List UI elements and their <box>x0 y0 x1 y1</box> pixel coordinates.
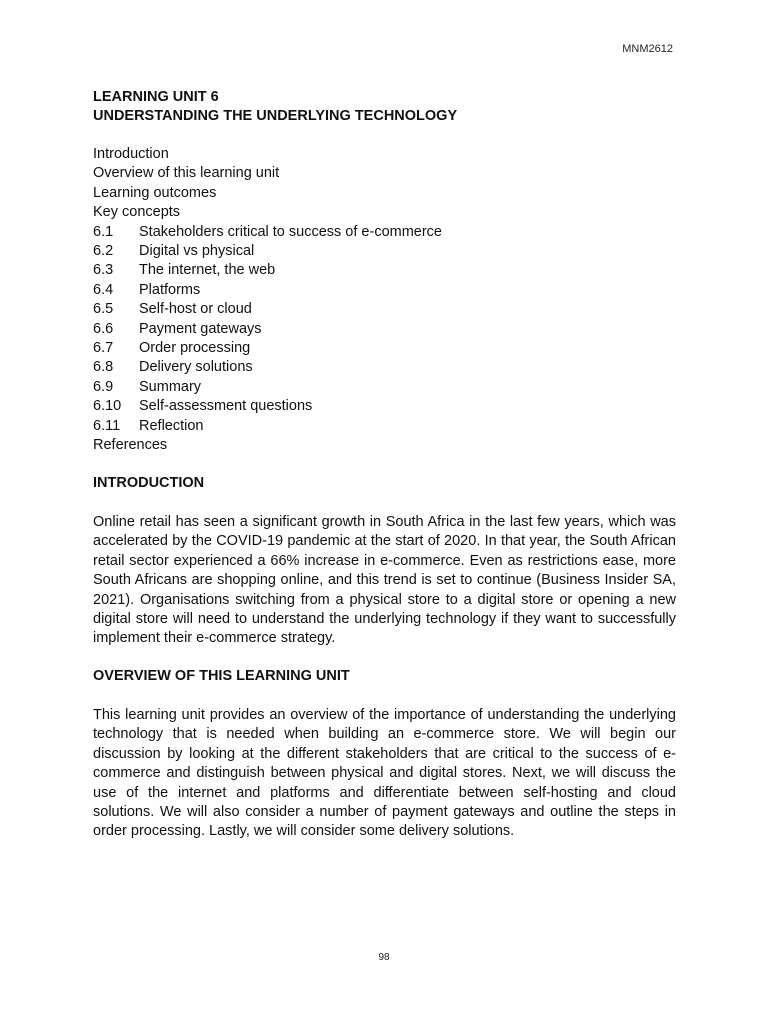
course-code: MNM2612 <box>622 43 673 55</box>
toc-section-title: Reflection <box>139 417 204 434</box>
toc-section-title: The internet, the web <box>139 262 276 279</box>
toc-section <box>93 261 442 280</box>
overview-paragraph: This learning unit provides an overview of the importance of understanding the underlying technology that is needed when building an e-commerce store. We will begin our discussion by looking at the different stakeholders that are critical to the success of e-commerce and distinguish between physical and digital stores. Next, we will discuss the use of the internet and platforms and differentiate between self-hosting and cloud solutions. We will also consider a number of payment gateways and outline the steps in order processing. Lastly, we will consider some delivery solutions. <box>93 707 676 840</box>
table-of-contents <box>93 145 442 456</box>
toc-item: Overview of this learning unit <box>93 165 280 182</box>
toc-section-number: 6.9 <box>93 378 114 395</box>
toc-section <box>93 378 442 397</box>
toc-section-number: 6.3 <box>93 262 114 279</box>
toc-section <box>93 339 442 358</box>
toc-section-title: Platforms <box>139 281 201 298</box>
toc-section-number: 6.11 <box>93 417 121 434</box>
toc-section-number: 6.6 <box>93 320 114 337</box>
toc-item: Learning outcomes <box>93 184 217 201</box>
toc-section-number: 6.1 <box>93 223 114 240</box>
toc-section-title: Stakeholders critical to success of e-commerce <box>139 223 442 240</box>
unit-number: LEARNING UNIT 6 <box>93 89 219 105</box>
introduction-paragraph: Online retail has seen a significant growth in South Africa in the last few years, which was accelerated by the COVID-19 pandemic at the start of 2020. In that year, the South African retail sector experienced a 66% increase in e-commerce. Even as restrictions ease, more South Africans are shopping online, and this trend is set to continue (Business Insider SA, 2021). Organisations switching from a physical store to a digital store or opening a new digital store will need to understand the underlying technology if they want to successfully implement their e-commerce strategy. <box>93 514 676 647</box>
toc-section-number: 6.10 <box>93 398 122 415</box>
toc-section-number: 6.8 <box>93 359 114 376</box>
toc-section-title: Summary <box>139 378 202 395</box>
introduction-heading: INTRODUCTION <box>93 475 205 491</box>
toc-section-title: Order processing <box>139 340 251 357</box>
toc-references: References <box>93 437 168 454</box>
toc-section <box>93 358 442 377</box>
toc-item: Introduction <box>93 146 169 162</box>
toc-section-number: 6.5 <box>93 301 114 318</box>
unit-name: UNDERSTANDING THE UNDERLYING TECHNOLOGY <box>93 108 458 124</box>
toc-section <box>93 320 442 339</box>
unit-title <box>93 88 457 126</box>
toc-section-number: 6.2 <box>93 243 114 260</box>
overview-heading: OVERVIEW OF THIS LEARNING UNIT <box>93 668 350 684</box>
toc-section-title: Digital vs physical <box>139 243 255 260</box>
toc-section-title: Self-host or cloud <box>139 301 252 318</box>
toc-section-title: Self-assessment questions <box>139 398 313 415</box>
toc-section-title: Payment gateways <box>139 320 262 337</box>
toc-section-number: 6.4 <box>93 281 114 298</box>
toc-section <box>93 223 442 242</box>
toc-section-title: Delivery solutions <box>139 359 253 376</box>
toc-section <box>93 417 442 436</box>
toc-section-number: 6.7 <box>93 340 114 357</box>
toc-section <box>93 242 442 261</box>
toc-section <box>93 300 442 319</box>
toc-section <box>93 397 442 416</box>
toc-section <box>93 281 442 300</box>
page-number: 98 <box>378 952 390 963</box>
toc-item: Key concepts <box>93 204 181 221</box>
